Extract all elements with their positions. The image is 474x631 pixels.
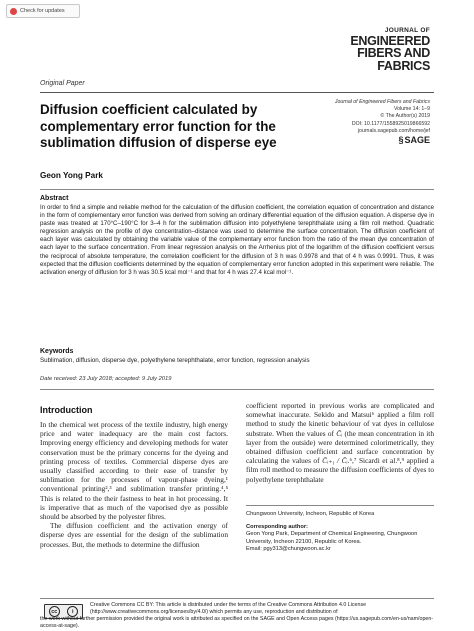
email-link[interactable]: Email: pgy313@chungwoon.ac.kr — [246, 546, 331, 553]
sage-icon: § — [398, 135, 404, 145]
math-c-bar: C̄ᵢ — [336, 428, 343, 438]
body-column-left — [40, 420, 228, 549]
keywords-heading: Keywords — [40, 348, 74, 355]
text-run: coefficient reported in previous works are complicated and somewhat inaccurate. Sekido and Matsui⁶ applied a film roll method to study the kinetic behaviour of vat dyes in cellulose substrate. When the values of — [246, 401, 434, 438]
volume: Volume 14: 1–9 — [393, 106, 430, 113]
paragraph: coefficient reported in previous works are complicated and somewhat inaccurate. Sekido and Matsui⁶ applied a film roll method to study the kinetic behaviour of vat dyes in cellulose substrate. When the values of C̄ᵢ (the mean concentration in ith layer from the outside) were determined colorimetrically, they obtained diffusion coefficient and surface concentration by calculating the values of C̄ᵢ₊₁ / C̄ᵢ.⁶,⁷ Sicardi et al.⁸,⁹ applied a film roll method to measure the diffusion coefficients of dyes to polyethylene terephthalate — [246, 401, 435, 484]
logo-line-3: FIBERS AND — [357, 46, 430, 60]
text-run: (the mean concentration in ith layer from the outside) were determined colorimetrically, they obtained diffusion coefficient and surface concentration by calculating the values of — [246, 428, 434, 466]
cc-icon: cc — [49, 606, 60, 617]
by-icon: i — [67, 606, 78, 617]
author-name: Geon Yong Park — [40, 171, 103, 180]
divider — [40, 598, 434, 599]
license-text: Creative Commons CC BY: This article is distributed under the terms of the Creative Commons Attribution 4.0 License (http://www.creativecommons.org/licenses/by/4.0/) which permits any use, reproduction and distribution of — [90, 602, 367, 615]
copyright: © The Author(s) 2019 — [380, 113, 430, 120]
article-metadata — [335, 99, 430, 135]
paper-title: Diffusion coefficient calculated by complementary error function for the sublimation diffusion of disperse eye — [40, 102, 277, 150]
affiliation-block — [246, 511, 434, 554]
journal-url-link[interactable]: journals.sagepub.com/home/jef — [357, 127, 430, 134]
abstract-heading: Abstract — [40, 195, 69, 202]
update-icon — [10, 8, 17, 15]
body-column-right — [246, 401, 434, 484]
logo-line-4: FABRICS — [377, 58, 430, 73]
introduction-heading: Introduction — [40, 405, 93, 415]
keywords-text: Sublimation, diffusion, disperse dye, polyethylene terephthalate, error function, regression analysis — [40, 357, 310, 364]
corresponding-author-label: Corresponding author: — [246, 523, 308, 530]
abstract-text: In order to find a simple and reliable method for the calculation of the diffusion coefficient, the correlation equation of concentration and distance in the form of complementary error function was derived from solving an ordinary differential equation of the diffusion equation. A disperse dye in paste was treated at 170°C–190°C for 3–4 h for the sublimation diffusion into polyethylene terephthalate using a film roll method. Quadratic regression analysis on the profile of dye concentration–distance was used to determine the surface concentration. The diffusion coefficient of each layer was calculated by obtaining the variable value of the complementary error function from the ratio of the mean dye concentration of each layer to the surface concentration. From linear regression analysis on the Arrhenius plot of the logarithm of the diffusion coefficient versus the reciprocal of absolute temperature, the correlation coefficient for the diffusion of 3 h was 0.9978 and that of 4 h was 0.9991. Thus, it was expected that the diffusion coefficients determined by the equation of complementary error function adopted in this experiment were reliable. The activation energy of diffusion for 3 h was 30.5 kcal mol⁻¹ and that for 4 h was 27.4 kcal mol⁻¹. — [40, 204, 434, 276]
journal-logo — [350, 28, 430, 72]
divider — [246, 505, 434, 506]
institution: Chungwoon University, Incheon, Republic of Korea — [246, 511, 375, 517]
publisher-logo — [398, 135, 430, 145]
text-run: Sicardi et al.⁸,⁹ applied a film roll method to measure the diffusion coefficients of dyes to polyethylene terephthalate — [246, 456, 435, 484]
logo-line-2: ENGINEERED — [350, 33, 430, 48]
paragraph: In the chemical wet process of the textile industry, high energy price and water inadequacy are the main cost factors. Improving energy efficiency and developing methods for water conservation must be the primary concerns for the dyeing and printing process of textiles. Commercial disperse dyes are usually classified according to their ease of transfer by sublimation for the processes of vapour-phase dyeing,¹ conventional printing²,³ and sublimation transfer printing.⁴,⁵ This is related to the their fastness to heat in hot processing. It is imperative that as much of the vaporised dye as possible should be absorbed by the polyester fibres. — [40, 420, 228, 522]
divider — [40, 92, 434, 93]
license-text-continued: the work without further permission provided the original work is attributed as specified on the SAGE and Open Access pages (https://us.sagepub.com/en-us/nam/open-access-at-sage). — [40, 616, 434, 629]
doi-link[interactable]: DOI: 10.1177/1558925019866592 — [351, 120, 430, 127]
divider — [40, 389, 434, 390]
article-type: Original Paper — [40, 80, 85, 87]
logo-line-1: JOURNAL OF — [384, 27, 430, 34]
publisher-name: SAGE — [404, 135, 430, 145]
paragraph: The diffusion coefficient and the activation energy of disperse dyes are essential for the design of the sublimation processes. But, the methods to determine the diffusion — [40, 521, 228, 549]
check-for-updates-label: Check for updates — [20, 8, 65, 14]
journal-name: Journal of Engineered Fibers and Fabrics — [334, 99, 430, 105]
article-dates: Date received: 23 July 2018; accepted: 9 July 2019 — [40, 376, 172, 382]
corresponding-author: Geon Yong Park, Department of Chemical Engineering, Chungwoon University, Incheon 22100, Republic of Korea. — [246, 531, 418, 545]
math-ratio: C̄ᵢ₊₁ / C̄ᵢ — [322, 456, 348, 466]
divider — [40, 189, 434, 190]
check-for-updates-button[interactable] — [6, 4, 80, 18]
